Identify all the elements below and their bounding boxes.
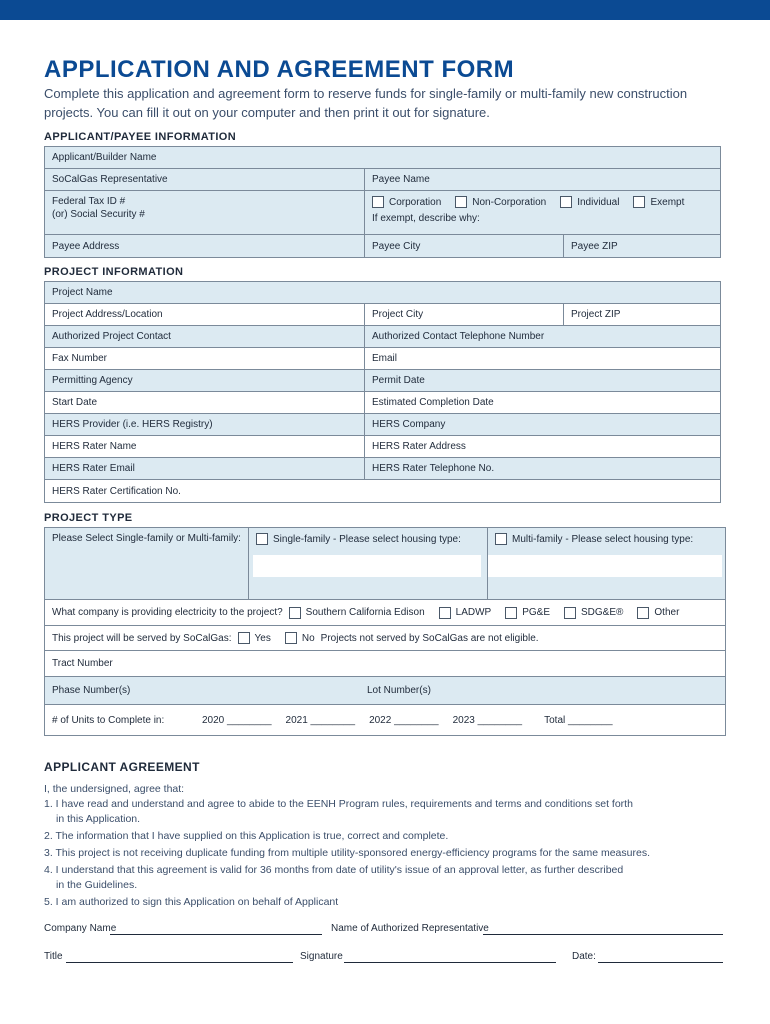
contact-phone-field[interactable]: Authorized Contact Telephone Number: [364, 326, 720, 347]
signature-label: Signature: [300, 951, 343, 962]
pge-checkbox[interactable]: PG&E: [505, 607, 550, 619]
project-table: [44, 281, 721, 503]
company-name-label: Company Name: [44, 923, 117, 934]
exempt-checkbox[interactable]: Exempt: [633, 196, 684, 208]
rater-phone-field[interactable]: HERS Rater Telephone No.: [364, 458, 720, 479]
single-family-type-input[interactable]: [253, 555, 481, 577]
agreement-text: I, the undersigned, agree that: 1. I have read and understand and agree to abide to the EENH Program rules, requirements and terms and conditions set forth in this Application. 2. The information that I have supplied on this Application is true, correct and complete. 3. This project is not receiving duplicate funding from multiple utility-sponsored energy-efficiency programs for the same measures. 4. I understand that this agreement is valid for 36 months from date of utility's issue of an approval letter, as further described in the Guidelines. 5. I am authorized to sign this Application on behalf of Applicant: [44, 783, 650, 908]
date-label: Date:: [572, 951, 596, 962]
ladwp-checkbox[interactable]: LADWP: [439, 607, 492, 619]
project-zip-field[interactable]: Project ZIP: [563, 304, 720, 325]
no-checkbox[interactable]: No: [285, 632, 315, 644]
units-2023-field[interactable]: 2023 ________: [452, 714, 523, 726]
rater-address-field[interactable]: HERS Rater Address: [364, 436, 720, 457]
title-line[interactable]: [66, 962, 293, 963]
rep-name-label: Name of Authorized Representative: [331, 923, 489, 934]
non-corporation-checkbox[interactable]: Non-Corporation: [455, 196, 546, 208]
agreement-heading: APPLICANT AGREEMENT: [44, 760, 200, 774]
sdge-checkbox[interactable]: SDG&E®: [564, 607, 623, 619]
completion-date-field[interactable]: Estimated Completion Date: [364, 392, 720, 413]
project-type-heading: PROJECT TYPE: [44, 512, 133, 524]
email-field[interactable]: Email: [364, 348, 720, 369]
date-line[interactable]: [598, 962, 723, 963]
single-family-checkbox[interactable]: Single-family - Please select housing type:: [256, 533, 461, 545]
fax-field[interactable]: Fax Number: [52, 353, 108, 364]
builder-name-field[interactable]: Applicant/Builder Name: [45, 147, 720, 169]
payee-city-field[interactable]: Payee City: [364, 235, 563, 257]
units-2020-field[interactable]: 2020 ________: [202, 714, 272, 726]
rep-field[interactable]: SoCalGas Representative: [52, 174, 168, 185]
hers-provider-field[interactable]: HERS Provider (i.e. HERS Registry): [52, 419, 213, 430]
signature-line[interactable]: [344, 962, 556, 963]
project-contact-field[interactable]: Authorized Project Contact: [52, 331, 171, 342]
individual-checkbox[interactable]: Individual: [560, 196, 619, 208]
permit-date-field[interactable]: Permit Date: [364, 370, 720, 391]
units-2021-field[interactable]: 2021 ________: [285, 714, 356, 726]
rater-name-field[interactable]: HERS Rater Name: [52, 441, 137, 452]
payee-address-field[interactable]: Payee Address: [52, 240, 120, 252]
other-checkbox[interactable]: Other: [637, 607, 679, 619]
project-section-heading: PROJECT INFORMATION: [44, 266, 184, 278]
served-question: This project will be served by SoCalGas:: [52, 632, 232, 644]
tract-number-field[interactable]: Tract Number: [52, 658, 113, 669]
applicant-section-heading: APPLICANT/PAYEE INFORMATION: [44, 131, 237, 143]
units-total-field[interactable]: Total ________: [544, 714, 613, 726]
project-address-field[interactable]: Project Address/Location: [52, 309, 163, 320]
units-2022-field[interactable]: 2022 ________: [369, 714, 439, 726]
multi-family-type-input[interactable]: [488, 555, 722, 577]
lot-number-field[interactable]: Lot Number(s): [367, 685, 431, 696]
intro-text: Complete this application and agreement form to reserve funds for single-family or multi-family new construction projects. You can fill it out on your computer and then print it out for signature.: [44, 86, 688, 120]
top-brand-bar: [0, 0, 770, 20]
type-select-label: Please Select Single-family or Multi-family:: [52, 533, 241, 544]
project-name-field[interactable]: Project Name: [52, 287, 113, 298]
multi-family-checkbox[interactable]: Multi-family - Please select housing type:: [495, 533, 693, 545]
page-title: APPLICATION AND AGREEMENT FORM: [44, 56, 515, 83]
sce-checkbox[interactable]: Southern California Edison: [289, 607, 425, 619]
payee-zip-field[interactable]: Payee ZIP: [563, 235, 720, 257]
corporation-checkbox[interactable]: Corporation: [372, 196, 441, 208]
yes-checkbox[interactable]: Yes: [238, 632, 271, 644]
electric-question: What company is providing electricity to the project?: [52, 607, 283, 618]
phase-number-field[interactable]: Phase Number(s): [52, 685, 131, 696]
project-city-field[interactable]: Project City: [364, 304, 563, 325]
title-label: Title: [44, 951, 63, 962]
tax-id-field[interactable]: Federal Tax ID # (or) Social Security #: [52, 196, 145, 220]
rater-email-field[interactable]: HERS Rater Email: [52, 463, 135, 474]
exempt-describe-field[interactable]: If exempt, describe why:: [372, 213, 480, 224]
rep-name-line[interactable]: [483, 934, 723, 935]
agency-field[interactable]: Permitting Agency: [52, 375, 133, 386]
units-label: # of Units to Complete in:: [52, 714, 165, 726]
payee-name-field[interactable]: Payee Name: [364, 169, 720, 190]
rater-cert-field[interactable]: HERS Rater Certification No.: [52, 485, 181, 497]
company-name-line[interactable]: [110, 934, 322, 935]
start-date-field[interactable]: Start Date: [52, 397, 98, 408]
hers-company-field[interactable]: HERS Company: [364, 414, 720, 435]
not-eligible-note: Projects not served by SoCalGas are not eligible.: [320, 632, 539, 644]
applicant-table: [44, 146, 721, 258]
